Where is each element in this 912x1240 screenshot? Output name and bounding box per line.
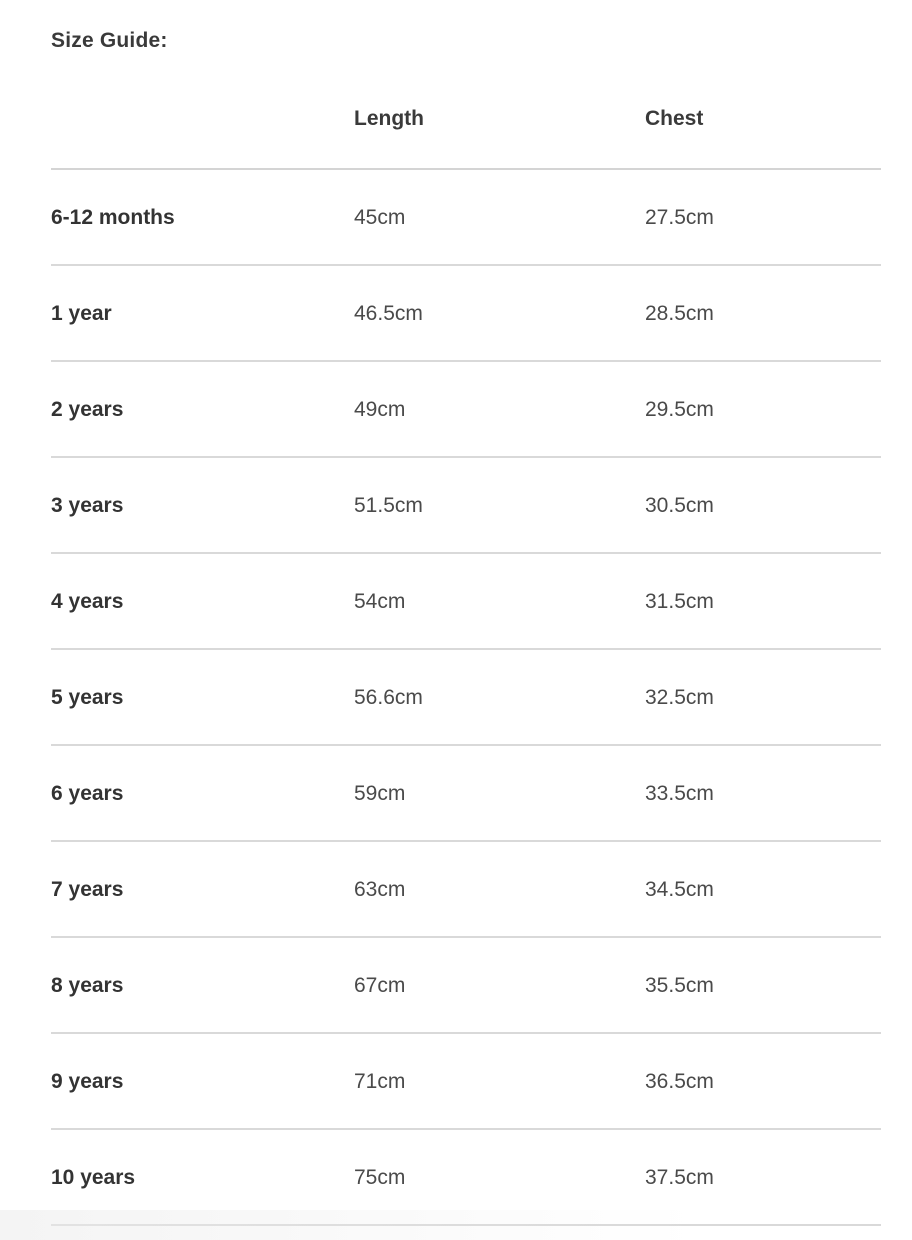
length-cell: 54cm: [354, 590, 406, 613]
chest-cell: 31.5cm: [645, 590, 714, 613]
chest-cell: 28.5cm: [645, 302, 714, 325]
column-header-length: Length: [354, 107, 424, 130]
table-row: [51, 1130, 881, 1226]
table-row: [51, 746, 881, 842]
chest-cell: 29.5cm: [645, 398, 714, 421]
table-row: [51, 266, 881, 362]
size-cell: 8 years: [51, 974, 124, 997]
size-cell: 1 year: [51, 302, 112, 325]
table-row: [51, 362, 881, 458]
length-cell: 51.5cm: [354, 494, 423, 517]
length-cell: 56.6cm: [354, 686, 423, 709]
length-cell: 75cm: [354, 1166, 406, 1189]
table-row: [51, 650, 881, 746]
chest-cell: 34.5cm: [645, 878, 714, 901]
size-cell: 10 years: [51, 1166, 136, 1189]
size-guide-title: Size Guide:: [51, 29, 168, 52]
table-row: [51, 170, 881, 266]
size-table: [51, 80, 881, 1226]
size-cell: 6 years: [51, 782, 124, 805]
length-cell: 67cm: [354, 974, 406, 997]
size-cell: 6-12 months: [51, 206, 175, 229]
chest-cell: 36.5cm: [645, 1070, 714, 1093]
length-cell: 59cm: [354, 782, 406, 805]
table-row: [51, 458, 881, 554]
length-cell: 45cm: [354, 206, 406, 229]
table-row: [51, 1034, 881, 1130]
length-cell: 63cm: [354, 878, 406, 901]
table-row: [51, 938, 881, 1034]
length-cell: 49cm: [354, 398, 406, 421]
table-row: [51, 842, 881, 938]
size-cell: 2 years: [51, 398, 124, 421]
chest-cell: 32.5cm: [645, 686, 714, 709]
table-header-row: [51, 80, 881, 170]
size-cell: 7 years: [51, 878, 124, 901]
length-cell: 46.5cm: [354, 302, 423, 325]
chest-cell: 30.5cm: [645, 494, 714, 517]
chest-cell: 35.5cm: [645, 974, 714, 997]
size-guide: [51, 0, 881, 1226]
size-cell: 9 years: [51, 1070, 124, 1093]
table-row: [51, 554, 881, 650]
chest-cell: 37.5cm: [645, 1166, 714, 1189]
size-cell: 5 years: [51, 686, 124, 709]
chest-cell: 33.5cm: [645, 782, 714, 805]
size-cell: 4 years: [51, 590, 124, 613]
column-header-chest: Chest: [645, 107, 704, 130]
chest-cell: 27.5cm: [645, 206, 714, 229]
size-cell: 3 years: [51, 494, 124, 517]
length-cell: 71cm: [354, 1070, 406, 1093]
